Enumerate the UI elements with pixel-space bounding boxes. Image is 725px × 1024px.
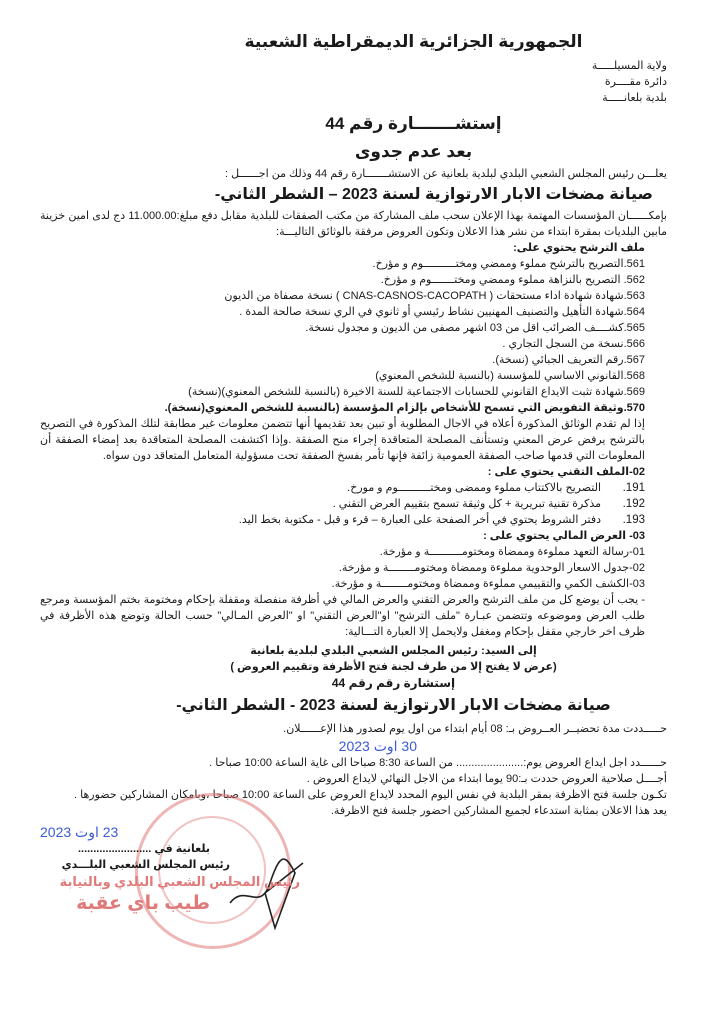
after-failure-title: بعد عدم جدوى xyxy=(354,142,473,161)
financial-item: 01-رسالة التعهد مملوءة وممضاة ومختومــــــــــة و مؤرخة. xyxy=(379,546,645,558)
term-line: أجــــل صلاحية العروض حددت بـ:90 يوما ابتداء من الاجل النهائي لايداع العروض . xyxy=(306,773,667,785)
technical-item-row xyxy=(40,496,667,512)
envelope-notice: (عرض لا يفتح إلا من طرف لجنة فتح الأظرفة وتقييم العروض ) xyxy=(230,661,557,673)
project-title: صيانة مضخات الابار الارتوازية لسنة 2023 – الشطر الثاني- xyxy=(214,186,653,203)
term-line: يعد هذا الاعلان بمثابة استدعاء لجميع المشاركين احضور جلسة فتح الاظرفة. xyxy=(330,805,667,817)
signature-title: رئيس المجلس الشعبي البلـــدي xyxy=(61,859,230,871)
consultation-title: إستشـــــــارة رقم 44 xyxy=(325,114,502,133)
technical-item-number: .192 xyxy=(622,498,645,510)
signature-date-stamp: 23 اوت 2023 xyxy=(40,824,119,840)
announcement-line: يعلـــن رئيس المجلس الشعبي البلدي لبلدية بلعانية عن الاستشـــــــارة رقم 44 وذلك من اجــــــل : xyxy=(225,168,667,180)
financial-heading: 03- العرض المالي يحتوي على : xyxy=(483,530,645,542)
technical-item: دفتر الشروط يحتوي في أخر الصفحة على العبارة – قرء و قبل - مكتوبة بخط اليد. xyxy=(238,514,601,526)
envelope-note: - يجب أن يوضع كل من ملف الترشح والعرض التقني والعرض المالي في أظرفة منفصلة ومقفلة بإحكام ومختومة بختم المؤسسة ومرجع طلب العرض وموضوعه وتتضمن عبـارة "ملف الترشح" او"العرض التقني" او "العرض المـالي" حسب الحالة وتوضع هذه الأظرفة في ظرف اخر خارجي مقفل بإحكام ومغفل ولايحمل إلا العبارة التـــالية: xyxy=(40,594,645,638)
candidacy-item: 569.شهادة تثبت الايداع القانوني للحسابات الاجتماعية للسنة الاخيرة (بالنسبة للشخص المعنوي)(نسخة) xyxy=(188,386,645,398)
envelope-reference: إستشارة رقم رقم 44 xyxy=(331,676,456,690)
term-line: حـــــددت مدة تحضيــر العــروض بـ: 08 أيام ابتداء من اول يوم لصدور هذا الإعــــــلان. xyxy=(283,723,667,735)
financial-item: 03-الكشف الكمي والتقييمي مملوءة وممضاة ومختومــــــــة و مؤرخة. xyxy=(331,578,645,590)
republic-heading: الجمهورية الجزائرية الديمقراطية الشعبية xyxy=(244,32,583,51)
candidacy-item: 565.كشــــف الضرائب اقل من 03 اشهر مصفى من الديون و مجدول نسخة. xyxy=(305,322,645,334)
candidacy-item: 567.رقم التعريف الجبائي (نسخة). xyxy=(492,354,645,366)
candidacy-item: 561.التصريح بالترشح مملوء وممضي ومختــــــــــوم و مؤرخ. xyxy=(372,258,645,270)
technical-item-row xyxy=(40,480,667,496)
candidacy-heading: ملف الترشح يحتوي على: xyxy=(513,242,645,254)
stamp-name: طيب باي عقبة xyxy=(76,893,210,914)
term-line: حــــــدد اجل ايداع العروض يوم:...................... من الساعة 8:30 صباحا الى غاية الساعة 10:00 صباحا . xyxy=(209,757,667,769)
deposit-date-stamp: 30 اوت 2023 xyxy=(338,738,417,754)
envelope-project: صيانة مضخات الابار الارتوازية لسنة 2023 - الشطر الثاني- xyxy=(176,697,611,714)
candidacy-item: 562. التصريح بالنزاهة مملوء وممضي ومختـــــــوم و مؤرخ. xyxy=(380,274,645,286)
technical-item: مذكرة تقنية تبريرية + كل وثيقة تسمح بتقييم العرض التقني . xyxy=(332,498,601,510)
term-line: تكـون جلسة فتح الاظرفة بمقر البلدية في نفس اليوم المحدد لايداع العروض على الساعة 10:00 صباحا ،وبامكان المشاركين حضورها . xyxy=(74,789,667,801)
stamp-role: رئيس المجلس الشعبي البلدي وبالنيابة xyxy=(59,874,300,889)
signature-text xyxy=(40,823,300,917)
signature-place: بلعانية في ........................ xyxy=(77,843,210,855)
financial-item: 02-جدول الاسعار الوحدوية مملوءة وممضاة ومختومــــــــة و مؤرخة. xyxy=(338,562,645,574)
technical-item: التصريح بالاكتتاب مملوء وممضى ومختــــــــــوم و مورخ. xyxy=(347,482,601,494)
signature-block xyxy=(40,823,667,953)
candidacy-note: إذا لم تقدم الوثائق المذكورة أعلاه في الاجال المطلوبة أو تبين بعد تقديمها أنها تتضمن معلومات غير مطابقة لتلك المذكورة في التصريح بالترشح يرفض عرض المعني وتستأنف المصلحة المتعاقدة إجراء منح الصفقة .وإذا اكتشفت المصلحة المتعاقدة بعد إمضاء الصفقة أن المعلومات التي قدمها صاحب الصفقة العمومية زائفة فإنها تأمر بفسخ الصفقة تحت مسؤولية المتعامل المتعاقد دون سواه. xyxy=(40,418,645,462)
daira-label: دائرة مقــــرة xyxy=(604,76,667,88)
candidacy-item: 564.شهادة التأهيل والتصنيف المهنيين نشاط رئيسي أو ثانوي في الري نسخة صالحة المدة . xyxy=(239,306,645,318)
candidacy-item: 568.القانوني الاساسي للمؤسسة (بالنسبة للشخص المعنوي) xyxy=(375,370,645,382)
wilaya-label: ولاية المسيلـــــة xyxy=(591,60,667,72)
envelope-recipient: إلى السيد: رئيس المجلس الشعبي البلدي لبلدية بلعانية xyxy=(250,645,537,657)
technical-item-number: .193 xyxy=(622,514,645,526)
technical-item-number: .191 xyxy=(622,482,645,494)
candidacy-item: 563.شهادة شهادة اداء مستحقات ( CNAS-CASNOS-CACOPATH ) نسخة مصفاة من الديون xyxy=(224,290,645,302)
technical-item-row xyxy=(40,512,667,528)
candidacy-item: 570.وثيقة التفويض التي تسمح للأشخاص بإلزام المؤسسة (بالنسبة للشخص المعنوي(نسخة). xyxy=(164,402,645,414)
intro-paragraph: بإمكــــــان المؤسسات المهتمة بهذا الإعلان سحب ملف المشاركة من مكتب الصفقات للبلدية مقابل دفع مبلغ:11.000.00 دج لدى امين خزينة مابين البلديات بمقرة ابتداء من نشر هذا الاعلان وتكون العروض مرفقة بالوثائق التاليـــة: xyxy=(40,210,667,238)
commune-label: بلدية بلعانـــــة xyxy=(602,92,667,104)
candidacy-item: 566.نسخة من السجل التجاري . xyxy=(502,338,645,350)
technical-heading: 02-الملف التقني يحتوي على : xyxy=(487,466,645,478)
